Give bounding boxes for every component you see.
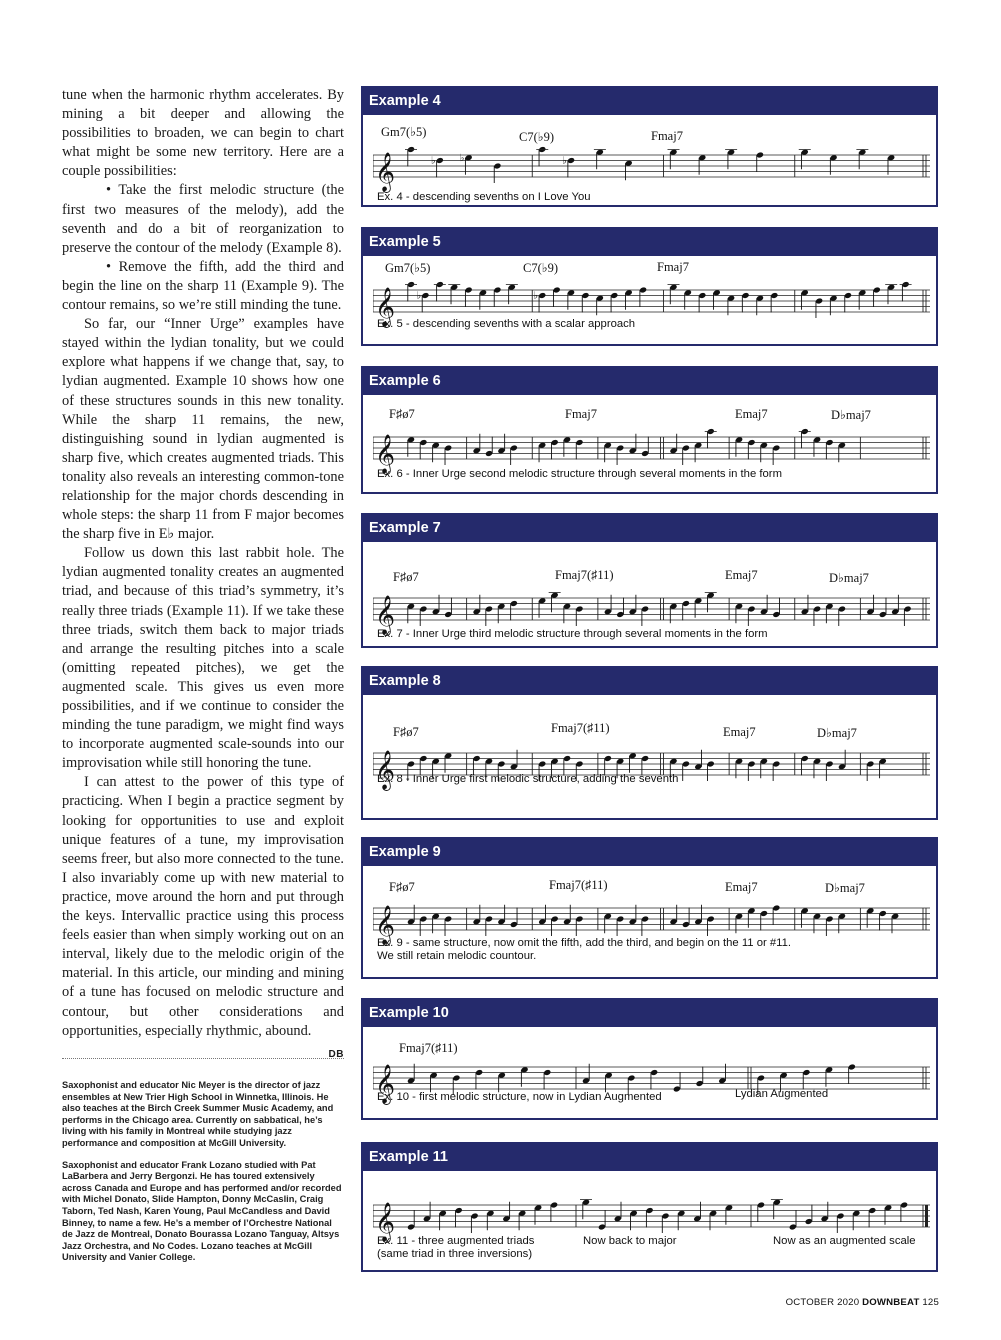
example-9-box xyxy=(361,837,938,979)
example-caption: Ex. 10 - first melodic structure, now in Lydian Augmented xyxy=(377,1091,662,1103)
svg-text:♭: ♭ xyxy=(416,290,422,302)
example-title: Example 8 xyxy=(363,668,936,695)
chord-symbol: Emaj7 xyxy=(723,725,756,739)
example-10-box xyxy=(361,998,938,1120)
chord-symbol: F♯ø7 xyxy=(393,725,419,739)
page-number: 125 xyxy=(922,1297,939,1308)
example-8-box xyxy=(361,666,938,820)
treble-clef-icon: 𝄞 xyxy=(375,1064,396,1104)
chord-symbol: Emaj7 xyxy=(725,880,758,894)
example-caption: Ex. 7 - Inner Urge third melodic structure through several moments in the form xyxy=(377,628,768,640)
music-staff xyxy=(373,145,930,195)
article-paragraph: Follow us down this last rabbit hole. The lydian augmented tonality creates an augmented triad, and because of this triad’s symmetry, it’s really three triads (Example 11). If we take these three triads, switch them back to major triads and arrange the resulting pitches into a scale (omitting repeated pitches), we get the augmented scale. This gives us even more possibilities, and if we continue to consider the minding the tune paradigm, we might find ways to incorporate augmented scale-sounds into our improvisation while still honoring the tune. xyxy=(62,545,344,772)
chord-symbol: Gm7(♭5) xyxy=(385,261,431,275)
chord-symbol: D♭maj7 xyxy=(825,881,865,895)
example-caption: Ex. 11 - three augmented triads xyxy=(377,1235,535,1247)
example-4-box xyxy=(361,86,938,207)
article-paragraph-text: I can attest to the power of this type of practicing. When I begin a practice segment by looking for opportunities to use and exploit unique features of a tune, my improvisation seems freer, but also more connected to the tune. I also invariably come up with new material to practice, move around the horn and put through the keys. Intervallic practice using this process feels easier than when simply working out on an interval, likely due to the melodic origin of the material. In this article, our minding and mining of a tune has focused on melodic structure and contour, but other considerations and opportunities, especially rhythmic, abound. xyxy=(62,774,344,1039)
article-paragraph xyxy=(62,773,344,1060)
example-5-box xyxy=(361,227,938,346)
example-caption: Ex. 9 - same structure, now omit the fifth, add the third, and begin on the 11 or #11. xyxy=(377,937,792,949)
treble-clef-icon: 𝄞 xyxy=(375,905,396,945)
example-title: Example 4 xyxy=(363,88,936,115)
magazine-name: DOWNBEAT xyxy=(862,1297,920,1308)
chord-symbol: Fmaj7 xyxy=(657,260,689,274)
treble-clef-icon: 𝄞 xyxy=(375,152,396,192)
treble-clef-icon: 𝄞 xyxy=(375,750,396,790)
chord-symbol: Fmaj7(♯11) xyxy=(551,721,610,735)
chord-symbol: Fmaj7(♯11) xyxy=(555,568,614,582)
chord-symbol: F♯ø7 xyxy=(393,570,419,584)
example-caption-right: Lydian Augmented xyxy=(735,1088,829,1100)
example-title: Example 11 xyxy=(363,1144,936,1171)
svg-text:♭: ♭ xyxy=(430,155,436,167)
example-title: Example 9 xyxy=(363,839,936,866)
example-caption-mid: Now back to major xyxy=(583,1235,677,1247)
bio-nic-meyer: Saxophonist and educator Nic Meyer is the director of jazz ensembles at New Trier High School in Winnetka, Illinois. He also teaches at the Birch Creek Summer Music Academy, and performs in the Chicago area. Currently on sabbatical, he’s living with his family in Montreal while studying jazz performance and composition at McGill University. xyxy=(62,1080,334,1148)
chord-symbol: Fmaj7(♯11) xyxy=(549,878,608,892)
treble-clef-icon: 𝄞 xyxy=(375,434,396,474)
article-paragraph: So far, our “Inner Urge” examples have stayed within the lydian tonality, but we could explore what happens if we change that, say, to lydian augmented. Example 10 shows how one of these structures sounds in this new tonality. While the sharp 11 remains, the new, distinguishing sound in lydian augmented is sharp five, which creates augmented triads. This tonality also reveals an interesting common-tone relationship for the major chords descending in whole steps: the sharp 11 from F major becomes the sharp five in E♭ major. xyxy=(62,316,344,543)
chord-symbol: F♯ø7 xyxy=(389,407,415,421)
example-caption: Ex. 6 - Inner Urge second melodic structure through several moments in the form xyxy=(377,468,782,480)
example-title: Example 10 xyxy=(363,1000,936,1027)
example-11-box xyxy=(361,1142,938,1272)
chord-symbol: D♭maj7 xyxy=(831,408,871,422)
treble-clef-icon: 𝄞 xyxy=(375,1202,396,1242)
chord-symbol: Fmaj7 xyxy=(565,407,597,421)
chord-symbol: Fmaj7(♯11) xyxy=(399,1041,458,1055)
chord-symbol: D♭maj7 xyxy=(829,571,869,585)
article-paragraph: tune when the harmonic rhythm accelerates. By mining a bit deeper and allowing the possibilities to broaden, we can begin to chart what might be some new territory. Here are a couple possibilities: xyxy=(62,87,344,180)
example-7-box xyxy=(361,513,938,648)
chord-symbol: Emaj7 xyxy=(725,568,758,582)
example-title: Example 5 xyxy=(363,229,936,256)
issue-date: OCTOBER 2020 xyxy=(785,1297,860,1308)
bio-frank-lozano: Saxophonist and educator Frank Lozano studied with Pat LaBarbera and Jerry Bergonzi. He has toured extensively across Canada and Europe and has performed and/or recorded with Michel Donato, Slide Hampton, Donny McCaslin, Craig Taborn, Ted Nash, Karen Young, Paul McCandless and David Binney, to name a few. He’s a member of l’Orchestre National de Jazz de Montreal, Donato Bourassa Lozano Tanguay, Altsys Jazz Orchestra, and No Codes. Lozano teaches at McGill University and Vanier College. xyxy=(62,1159,342,1263)
chord-symbol: C7(♭9) xyxy=(523,261,559,275)
article-bullet: • Remove the fifth, add the third and begin the line on the sharp 11 (Example 9). The contour remains, so we’re still minding the tune. xyxy=(62,258,344,314)
chord-symbol: Fmaj7 xyxy=(651,129,683,143)
article-bullet: • Take the first melodic structure (the first two measures of the melody), add the seventh and do a bit of reorganization to preserve the contour of the melody (Example 8). xyxy=(62,182,344,256)
example-6-box xyxy=(361,366,938,494)
example-title: Example 7 xyxy=(363,515,936,542)
treble-clef-icon: 𝄞 xyxy=(375,287,396,327)
chord-symbol: Emaj7 xyxy=(735,407,768,421)
article-column xyxy=(62,86,344,1064)
svg-text:♭: ♭ xyxy=(562,155,567,167)
treble-clef-icon: 𝄞 xyxy=(375,595,396,635)
chord-symbol: Gm7(♭5) xyxy=(381,125,427,139)
chord-symbol: C7(♭9) xyxy=(519,130,555,144)
example-caption-line2: We still retain melodic countour. xyxy=(377,950,537,962)
chord-symbol: F♯ø7 xyxy=(389,880,415,894)
example-caption: Ex. 4 - descending sevenths on I Love You xyxy=(377,191,591,203)
example-caption: Ex. 8 - Inner Urge first melodic structure, adding the seventh xyxy=(377,773,679,785)
example-caption-right: Now as an augmented scale xyxy=(773,1235,916,1247)
chord-symbol: D♭maj7 xyxy=(817,726,857,740)
svg-text:♭: ♭ xyxy=(459,152,465,164)
db-signature: DB xyxy=(328,1048,344,1060)
example-caption: Ex. 5 - descending sevenths with a scalar approach xyxy=(377,318,636,330)
page-footer xyxy=(786,1297,939,1308)
bio-divider xyxy=(62,1058,344,1059)
example-title: Example 6 xyxy=(363,368,936,395)
example-caption-line2: (same triad in three inversions) xyxy=(377,1248,533,1260)
svg-text:♭: ♭ xyxy=(533,290,538,302)
author-bios xyxy=(62,1080,344,1274)
